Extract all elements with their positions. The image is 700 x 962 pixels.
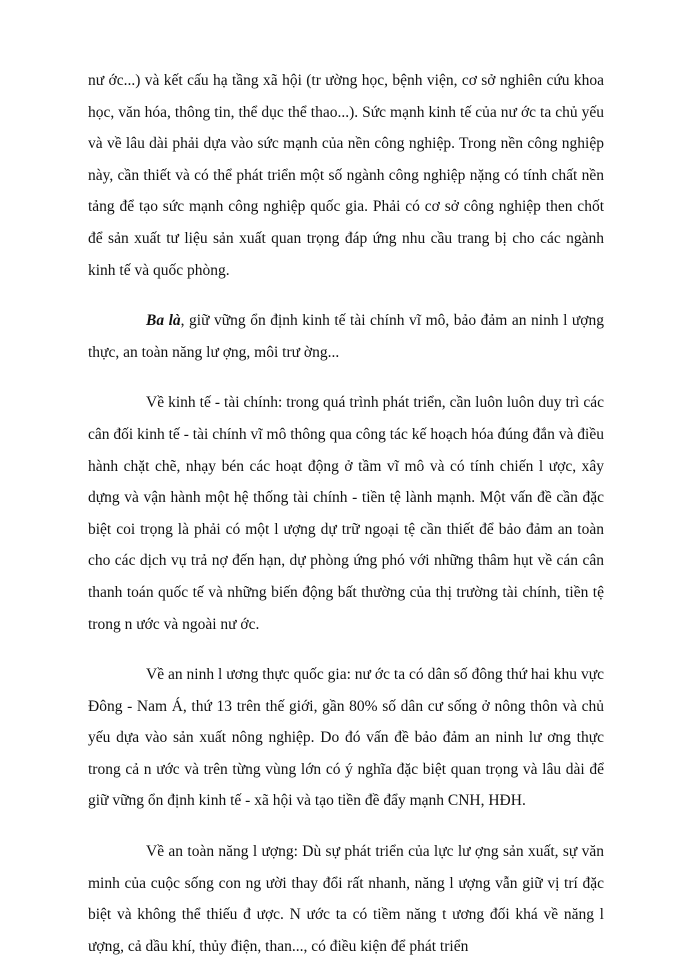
- paragraph-2-lead: Ba là: [146, 312, 181, 330]
- paragraph-2-text: , giữ vững ổn định kinh tế tài chính vĩ mô, bảo đảm an ninh l ượng thực, an toàn năng lư ợng, môi trư ờng...: [88, 312, 604, 361]
- paragraph-5: Về an toàn năng l ượng: Dù sự phát triển của lực lư ợng sản xuất, sự văn minh của cuộc sống con ng ười thay đổi rất nhanh, năng l ượng vẫn giữ vị trí đặc biệt và không thể thiếu đ ược. N ước ta có tiềm năng t ương đối khá về năng l ượng, cả dầu khí, thủy điện, than..., có điều kiện để phát triển: [88, 843, 604, 955]
- paragraph-3: Về kinh tế - tài chính: trong quá trình phát triển, cần luôn luôn duy trì các cân đối kinh tế - tài chính vĩ mô thông qua công tác kế hoạch hóa đúng đắn và điều hành chặt chẽ, nhạy bén các hoạt động ở tầm vĩ mô và có tính chiến l ược, xây dựng và vận hành một hệ thống tài chính - tiền tệ lành mạnh. Một vấn đề cần đặc biệt coi trọng là phải có một l ượng dự trữ ngoại tệ cần thiết để bảo đảm an toàn cho các dịch vụ trả nợ đến hạn, dự phòng ứng phó với những thâm hụt về cán cân thanh toán quốc tế và những biến động bất thường của thị trường tài chính, tiền tệ trong n ước và ngoài nư ớc.: [88, 394, 604, 633]
- paragraph-4: Về an ninh l ương thực quốc gia: nư ớc ta có dân số đông thứ hai khu vực Đông - Nam Á, thứ 13 trên thế giới, gần 80% số dân cư sống ở nông thôn và chủ yếu dựa vào sản xuất nông nghiệp. Do đó vấn đề bảo đảm an ninh lư ơng thực trong cả n ước và trên từng vùng lớn có ý nghĩa đặc biệt quan trọng và lâu dài để giữ vững ổn định kinh tế - xã hội và tạo tiền đề đẩy mạnh CNH, HĐH.: [88, 666, 604, 810]
- document-body: [88, 65, 604, 962]
- paragraph-1: nư ớc...) và kết cấu hạ tầng xã hội (tr ường học, bệnh viện, cơ sở nghiên cứu khoa học, văn hóa, thông tin, thể dục thể thao...). Sức mạnh kinh tế của nư ớc ta chủ yếu và về lâu dài phải dựa vào sức mạnh của nền công nghiệp. Trong nền công nghiệp này, cần thiết và có thể phát triển một số ngành công nghiệp nặng có tính chất nền tảng để tạo sức mạnh công nghiệp quốc gia. Phải có cơ sở công nghiệp then chốt để sản xuất tư liệu sản xuất quan trọng đáp ứng nhu cầu trang bị cho các ngành kinh tế và quốc phòng.: [88, 72, 604, 279]
- paragraph-2: [88, 305, 604, 368]
